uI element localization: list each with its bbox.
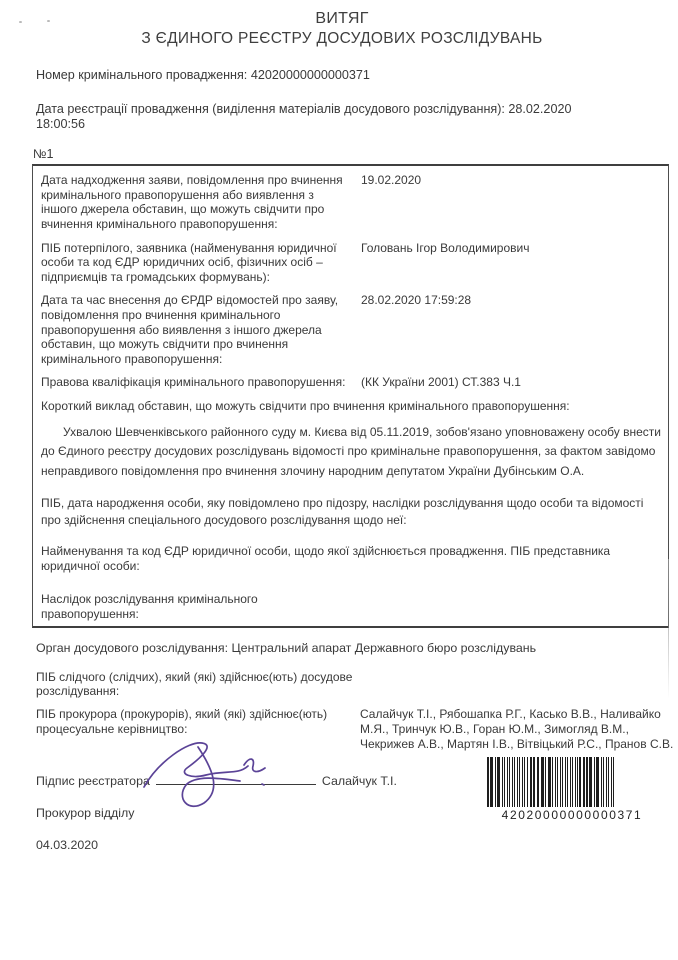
row-label: Дата надходження заяви, повідомлення про вчинення кримінального правопорушення або виявлення з іншого джерела обставин, що можуть свідчити про вчинення кримінального правопорушення: xyxy=(41,173,343,231)
document-header xyxy=(36,10,648,48)
table-row-claimant xyxy=(41,241,660,285)
document-subtitle: З ЄДИНОГО РЕЄСТРУ ДОСУДОВИХ РОЗСЛІДУВАНЬ xyxy=(141,30,543,48)
authority-line xyxy=(36,641,648,655)
signature-label: Підпис реєстратора xyxy=(36,773,150,788)
summary-label: Короткий виклад обставин, що можуть свідчити про вчинення кримінального правопорушення: xyxy=(41,398,570,413)
scan-speck xyxy=(47,20,50,22)
document-title: ВИТЯГ xyxy=(315,10,369,27)
row-label: Дата та час внесення до ЄРДР відомостей про заяву, повідомлення про вчинення кримінального правопорушення або виявлення з іншого джерела обставин, що можуть свідчити про вчинення кримінального правопорушення: xyxy=(41,293,339,366)
barcode xyxy=(487,757,657,822)
scan-edge-artifact xyxy=(668,559,669,699)
row-value: 19.02.2020 xyxy=(361,173,422,188)
case-number-label: Номер кримінального провадження: xyxy=(36,68,248,83)
row-label: Правова кваліфікація кримінального правопорушення: xyxy=(41,375,346,390)
prosecutor-label: ПІБ прокурора (прокурорів), який (які) здійснює(ють) процесуальне керівництво: xyxy=(36,707,328,736)
case-number-line xyxy=(36,68,648,82)
signature-ink xyxy=(144,742,265,805)
outcome-label: Наслідок розслідування кримінального правопорушення: xyxy=(41,592,258,621)
table-row-erdr-entry xyxy=(41,293,660,366)
signature-name: Салайчук Т.І. xyxy=(321,773,397,788)
scan-speck xyxy=(19,21,22,23)
signature-line xyxy=(156,783,316,785)
registration-label: Дата реєстрації провадження (виділення матеріалів досудового розслідування): xyxy=(36,102,505,117)
investigator-label: ПІБ слідчого (слідчих), який (які) здійснює(ють) досудове розслідування: xyxy=(36,669,353,699)
case-table xyxy=(32,164,669,627)
authority-label: Орган досудового розслідування: xyxy=(36,640,229,655)
table-row-qualification xyxy=(41,375,660,390)
barcode-number: 42020000000000371 xyxy=(501,808,643,822)
registration-time: 18:00:56 xyxy=(36,117,86,132)
legal-entity-label: Найменування та код ЄДР юридичної особи, щодо якої здійснюється провадження. ПІБ представника юридичної особи: xyxy=(41,544,611,574)
barcode-bars xyxy=(487,757,657,807)
prosecutor-row xyxy=(36,707,674,751)
suspect-label: ПІБ, дата народження особи, яку повідомлено про підозру, наслідки розслідування щодо особи та відомості про здійснення спеціального досудового розслідування щодо неї: xyxy=(41,496,644,527)
summary-text: Ухвалою Шевченківського районного суду м. Києва від 05.11.2019, зобов'язано уповноважену особу внести до Єдиного реєстру досудових розслідувань відомості про кримінальне правопорушення, за фактом завідомо неправдивого повідомлення про вчинення злочину народним депутатом України Дубінським О.А. xyxy=(41,424,661,478)
investigator-row xyxy=(36,670,648,700)
row-label: ПІБ потерпілого, заявника (найменування юридичної особи та код ЄДР юридичних осіб, фізичних осіб – підприємців та громадських формувань): xyxy=(41,240,337,284)
registration-date: 28.02.2020 xyxy=(508,102,572,117)
prosecutor-value: Салайчук Т.І., Рябошапка Р.Г., Касько В.В., Наливайко М.Я., Тринчук Ю.В., Горан Ю.М., Зимогляд В.М., Чекрижев А.В., Мартян І.В., Вітвіцький Р.С., Пранов С.В. xyxy=(360,707,674,751)
row-value: Головань Ігор Володимирович xyxy=(361,240,530,255)
registration-line xyxy=(36,102,648,132)
table-row-claim-date xyxy=(41,173,660,231)
case-number-value: 42020000000000371 xyxy=(250,68,370,83)
position-line: Прокурор відділу xyxy=(36,805,135,820)
row-value: (КК України 2001) СТ.383 Ч.1 xyxy=(361,375,521,390)
authority-value: Центральний апарат Державного бюро розслідувань xyxy=(231,640,537,655)
document-date: 04.03.2020 xyxy=(36,837,99,852)
row-value: 28.02.2020 17:59:28 xyxy=(361,293,472,308)
record-number: №1 xyxy=(33,147,54,162)
